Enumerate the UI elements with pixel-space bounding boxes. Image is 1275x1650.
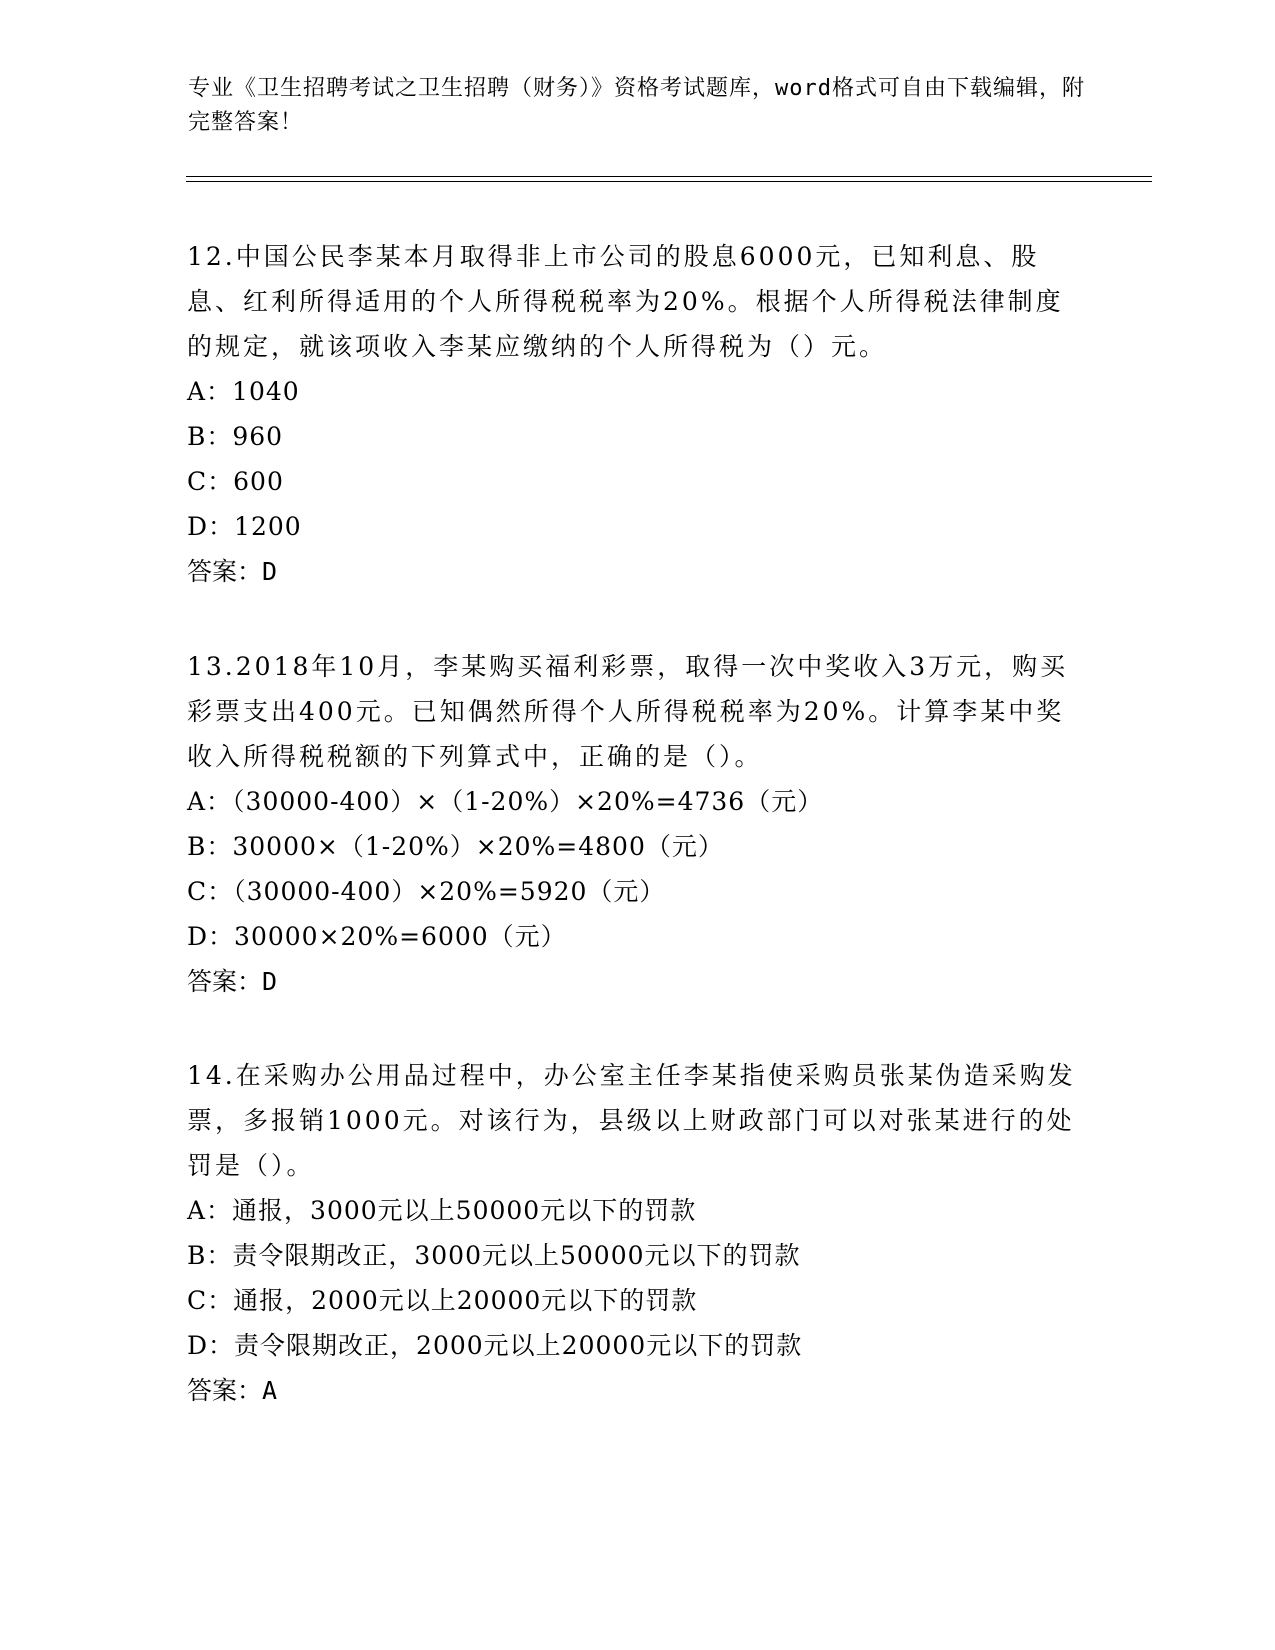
option-b: B：960 xyxy=(187,422,284,451)
answer: 答案：D xyxy=(187,557,278,586)
option-a: A：通报，3000元以上50000元以下的罚款 xyxy=(187,1196,697,1225)
option-d: D：30000×20%=6000（元） xyxy=(187,922,567,951)
option-c: C：通报，2000元以上20000元以下的罚款 xyxy=(187,1286,698,1315)
option-a: A：1040 xyxy=(187,377,300,406)
option-b: B：30000×（1-20%）×20%=4800（元） xyxy=(187,832,724,861)
option-d: D：责令限期改正，2000元以上20000元以下的罚款 xyxy=(187,1331,803,1360)
option-c: C：600 xyxy=(187,467,284,496)
question-stem: 13.2018年10月，李某购买福利彩票，取得一次中奖收入3万元，购买彩票支出400元。已知偶然所得个人所得税税率为20%。计算李某中奖收入所得税税额的下列算式中，正确的是（）。 xyxy=(187,652,1069,771)
option-b: B：责令限期改正，3000元以上50000元以下的罚款 xyxy=(187,1241,801,1270)
answer: 答案：A xyxy=(187,1376,278,1405)
answer: 答案：D xyxy=(187,967,278,996)
option-a: A：（30000-400）×（1-20%）×20%=4736（元） xyxy=(187,787,824,816)
header-divider-bottom xyxy=(186,181,1152,182)
header-divider-top xyxy=(186,176,1152,177)
question-stem: 12.中国公民李某本月取得非上市公司的股息6000元，已知利息、股息、红利所得适用的个人所得税税率为20%。根据个人所得税法律制度的规定，就该项收入李某应缴纳的个人所得税为（）元。 xyxy=(187,242,1064,361)
question-13 xyxy=(187,644,1087,1004)
option-c: C：（30000-400）×20%=5920（元） xyxy=(187,877,666,906)
question-stem: 14.在采购办公用品过程中，办公室主任李某指使采购员张某伪造采购发票，多报销1000元。对该行为，县级以上财政部门可以对张某进行的处罚是（）。 xyxy=(187,1061,1076,1180)
question-14 xyxy=(187,1053,1087,1413)
document-header: 专业《卫生招聘考试之卫生招聘（财务）》资格考试题库，word格式可自由下载编辑，附完整答案！ xyxy=(188,76,1085,135)
option-d: D：1200 xyxy=(187,512,302,541)
question-12 xyxy=(187,234,1087,594)
